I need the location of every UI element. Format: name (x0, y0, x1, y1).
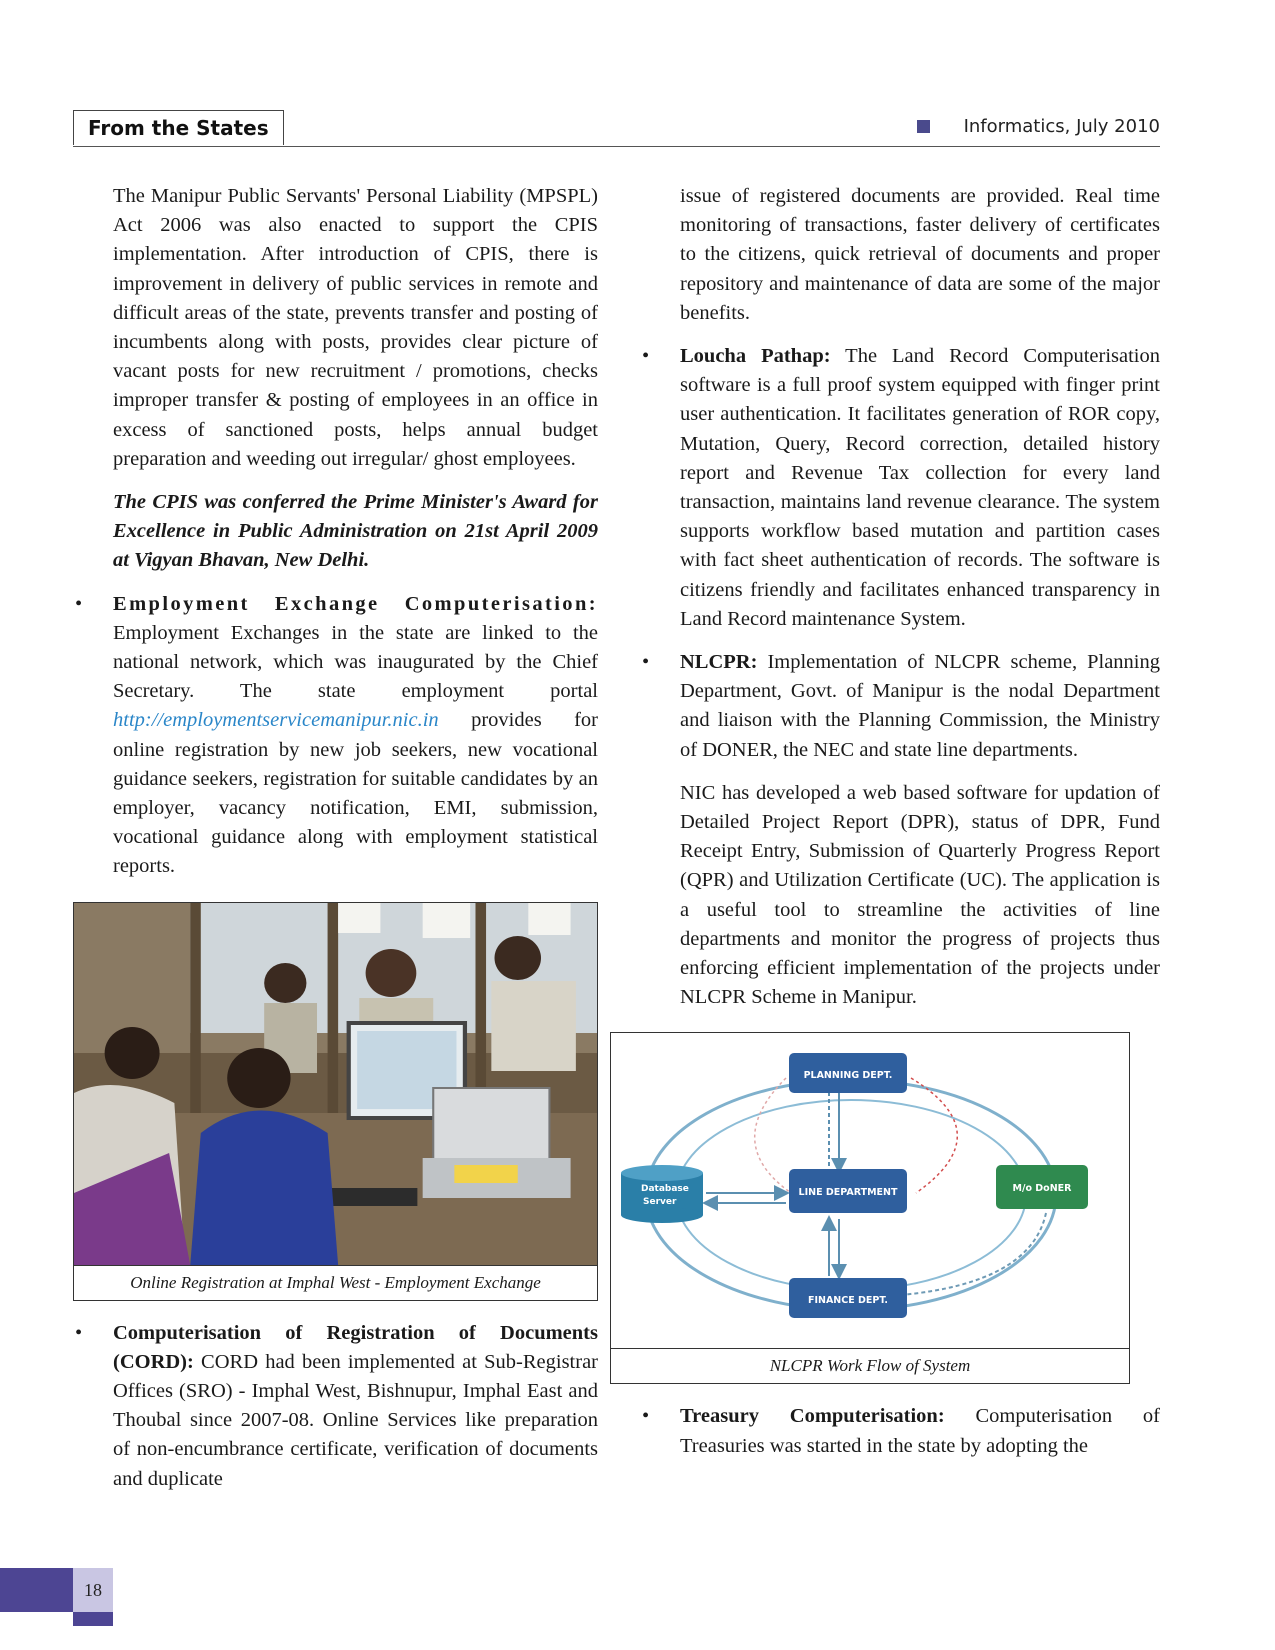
employment-text-before: Employment Exchanges in the state are linked to the national network, which was inaugurated by the Chief Secretary. The state employment portal (113, 621, 598, 703)
footer-strip (73, 1612, 113, 1626)
photo-figure (73, 902, 598, 1301)
issue-label: Informatics, July 2010 (963, 116, 1160, 137)
workflow-svg (611, 1033, 1127, 1348)
dashed-doner-finance (901, 1213, 1046, 1295)
page-header (73, 110, 1160, 147)
right-column (640, 182, 1160, 1475)
square-marker-icon (917, 120, 930, 133)
employment-bullet (113, 590, 598, 882)
nlcpr-bullet (680, 648, 1160, 765)
db-label-2: Server (643, 1197, 677, 1208)
db-bottom (621, 1207, 703, 1223)
line-dept-label: LINE DEPARTMENT (798, 1187, 898, 1199)
cord-bullet (113, 1319, 598, 1494)
loucha-text: The Land Record Computerisation software is a full proof system equipped with finger print user authentication. It facilitates generation of ROR copy, Mutation, Query, Record correction, detailed history report and Revenue Tax collection for every land transaction, maintains land revenue clearance. The system supports workflow based mutation and partition cases with fact sheet authentication of records. The software is citizens friendly and facilitates enhanced transparency in Land Record maintenance System. (680, 345, 1160, 630)
employment-text-after: provides for online registration by new job seekers, new vocational guidance seekers, registration for suitable candidates by an employer, vacancy notification, EMI, submission, vocational guidance along with employment statistical reports. (113, 709, 598, 878)
footer-bar (0, 1568, 73, 1612)
section-title: From the States (73, 110, 284, 145)
page-number: 18 (73, 1568, 113, 1612)
treasury-text: Computerisation of Treasuries was started in the state by adopting the (680, 1405, 1161, 1457)
left-column (73, 182, 598, 1508)
nic-paragraph: NIC has developed a web based software for updation of Detailed Project Report (DPR), status of DPR, Fund Receipt Entry, Submission of Quarterly Progress Report (QPR) and Utilization Certificate (UC). The application is a useful tool to streamline the activities of line departments and monitor the progress of projects thus enforcing efficient implementation of the projects under NLCPR Scheme in Manipur. (680, 781, 1160, 1009)
award-paragraph: The CPIS was conferred the Prime Minister's Award for Excellence in Public Administration on 21st April 2009 at Vigyan Bhavan, New Delhi. (113, 491, 598, 572)
cord-continuation: issue of registered documents are provided. Real time monitoring of transactions, faster delivery of certificates to the citizens, quick retrieval of documents and proper repository and maintenance of data are some of the major benefits. (680, 185, 1160, 324)
diagram-figure (610, 1032, 1130, 1384)
diagram-caption: NLCPR Work Flow of System (611, 1348, 1129, 1383)
nlcpr-workflow-diagram (611, 1033, 1129, 1348)
cord-term: Computerisation of Registration of Documents (CORD): (113, 1321, 598, 1373)
issue-info (917, 116, 1160, 137)
finance-label: FINANCE DEPT. (807, 1295, 889, 1307)
db-label-1: Database (641, 1184, 689, 1195)
employment-portal-link[interactable]: http://employmentservicemanipur.nic.in (113, 709, 439, 732)
photo-caption: Online Registration at Imphal West - Employment Exchange (74, 1265, 597, 1300)
employment-term: Employment Exchange Computerisation: (113, 592, 598, 615)
treasury-bullet (680, 1402, 1160, 1460)
office-photo-illustration (74, 903, 597, 1265)
loucha-bullet (680, 342, 1160, 634)
database-server-icon (621, 1165, 703, 1223)
treasury-term: Treasury Computerisation: (680, 1405, 945, 1428)
registration-photo (74, 903, 597, 1265)
db-top (621, 1165, 703, 1181)
cord-text: CORD had been implemented at Sub-Registrar Offices (SRO) - Imphal West, Bishnupur, Imphal East and Thoubal since 2007-08. Online Services like preparation of non-encumbrance certificate, verification of documents and duplicate (113, 1350, 598, 1490)
red-dotted-arc-left (755, 1078, 791, 1193)
nlcpr-term: NLCPR: (680, 651, 758, 674)
nlcpr-text: Implementation of NLCPR scheme, Planning Department, Govt. of Manipur is the nodal Department and liaison with the Planning Commission, the Ministry of DONER, the NEC and state line departments. (680, 651, 1161, 761)
planning-label: PLANNING DEPT. (803, 1070, 893, 1082)
intro-paragraph: The Manipur Public Servants' Personal Liability (MPSPL) Act 2006 was also enacted to support the CPIS implementation. After introduction of CPIS, there is improvement in delivery of public services in remote and difficult areas of the state, prevents transfer and posting of incumbents along with posts, provides clear picture of vacant posts for new recruitment / promotions, checks improper transfer & posting of employees in an office in excess of sanctioned posts, helps annual budget preparation and weeding out irregular/ ghost employees. (113, 185, 598, 470)
loucha-term: Loucha Pathap: (680, 345, 831, 368)
doner-label: M/o DoNER (1012, 1183, 1072, 1195)
